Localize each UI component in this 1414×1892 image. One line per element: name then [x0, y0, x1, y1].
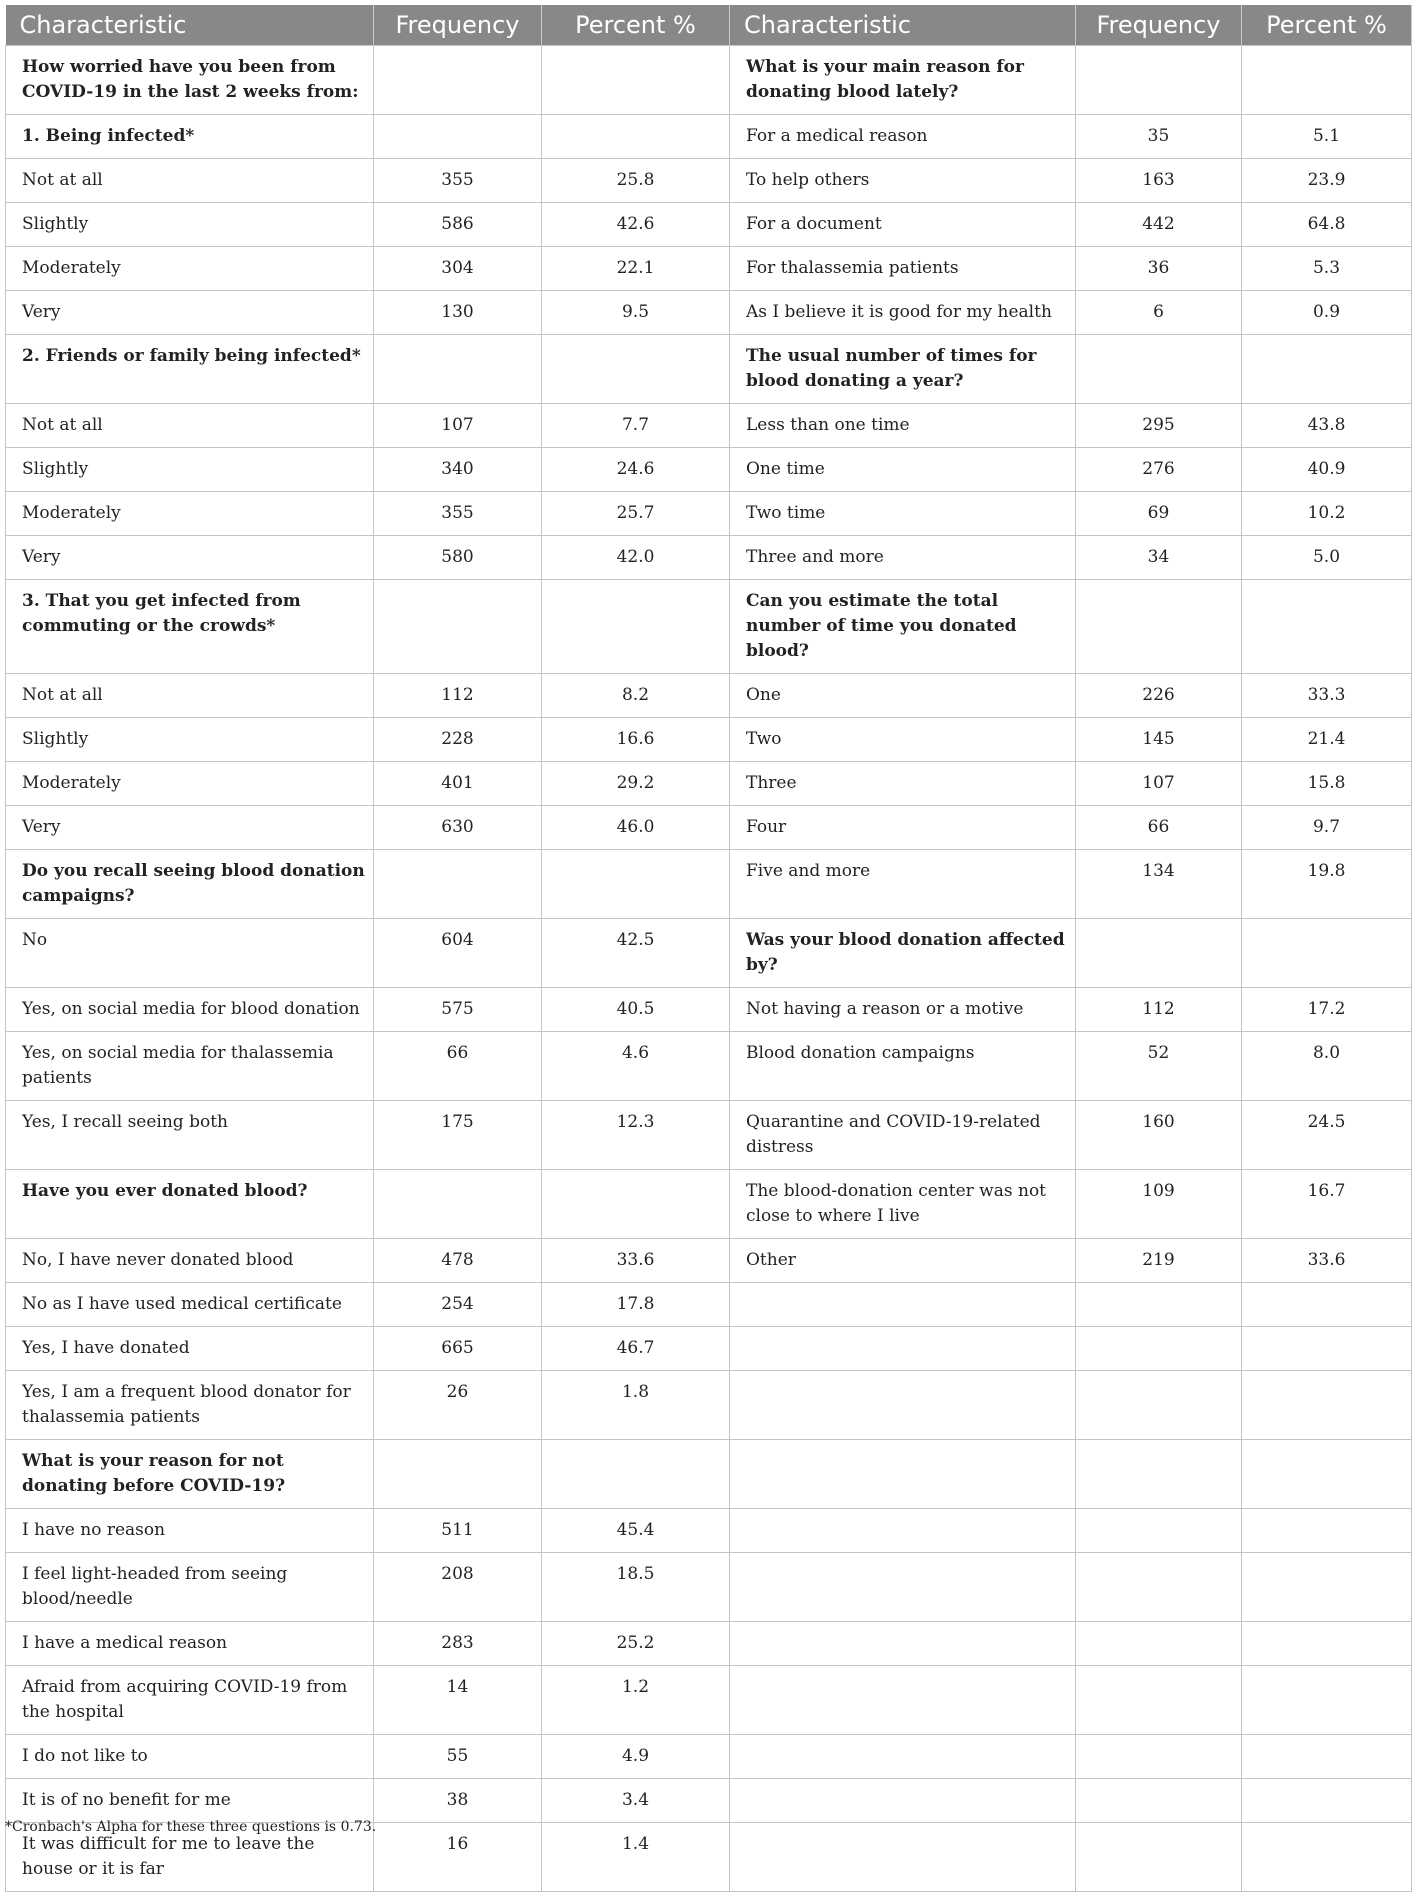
cell-characteristic-right: One	[730, 674, 1076, 718]
cell-characteristic-left: Yes, I recall seeing both	[6, 1101, 374, 1170]
table-row	[6, 1779, 1412, 1823]
cell-frequency-right: 112	[1076, 988, 1242, 1032]
cell-characteristic-left: 3. That you get infected from commuting or the crowds*	[6, 580, 374, 674]
cell-frequency-right: 276	[1076, 448, 1242, 492]
cell-characteristic-right: Three and more	[730, 536, 1076, 580]
table-row	[6, 46, 1412, 115]
cell-characteristic-left: Yes, on social media for blood donation	[6, 988, 374, 1032]
table-row	[6, 1170, 1412, 1239]
cell-percent-left: 45.4	[542, 1509, 730, 1553]
cell-percent-right: 33.3	[1242, 674, 1412, 718]
cell-frequency-right	[1076, 1440, 1242, 1509]
cell-characteristic-left: No	[6, 919, 374, 988]
cell-frequency-right: 109	[1076, 1170, 1242, 1239]
cell-characteristic-right	[730, 1553, 1076, 1622]
cell-characteristic-right: Two	[730, 718, 1076, 762]
cell-characteristic-right: Five and more	[730, 850, 1076, 919]
cell-frequency-left: 478	[374, 1239, 542, 1283]
cell-characteristic-left: Slightly	[6, 203, 374, 247]
table-row	[6, 536, 1412, 580]
table-row	[6, 1666, 1412, 1735]
cell-characteristic-right: Two time	[730, 492, 1076, 536]
cell-percent-right	[1242, 1440, 1412, 1509]
cell-percent-right	[1242, 1509, 1412, 1553]
cell-percent-left: 46.0	[542, 806, 730, 850]
cell-percent-right	[1242, 1666, 1412, 1735]
cell-frequency-right: 52	[1076, 1032, 1242, 1101]
cell-percent-left: 25.8	[542, 159, 730, 203]
cell-characteristic-right: Can you estimate the total number of time you donated blood?	[730, 580, 1076, 674]
cell-percent-right: 16.7	[1242, 1170, 1412, 1239]
cell-characteristic-right: For thalassemia patients	[730, 247, 1076, 291]
cell-frequency-right: 442	[1076, 203, 1242, 247]
cell-frequency-left	[374, 580, 542, 674]
cell-percent-right: 19.8	[1242, 850, 1412, 919]
cell-frequency-left: 107	[374, 404, 542, 448]
cell-frequency-right	[1076, 1666, 1242, 1735]
cell-percent-right	[1242, 1735, 1412, 1779]
data-table	[5, 5, 1412, 1892]
footnote: *Cronbach's Alpha for these three questions is 0.73.	[5, 1819, 377, 1835]
cell-frequency-left: 228	[374, 718, 542, 762]
cell-characteristic-right	[730, 1440, 1076, 1509]
cell-percent-left: 22.1	[542, 247, 730, 291]
cell-percent-right: 21.4	[1242, 718, 1412, 762]
cell-characteristic-left: Very	[6, 291, 374, 335]
cell-frequency-right	[1076, 335, 1242, 404]
cell-characteristic-left: Moderately	[6, 762, 374, 806]
table-row	[6, 762, 1412, 806]
cell-characteristic-right: One time	[730, 448, 1076, 492]
cell-percent-right	[1242, 46, 1412, 115]
cell-percent-left	[542, 580, 730, 674]
table-row	[6, 919, 1412, 988]
cell-percent-left: 9.5	[542, 291, 730, 335]
cell-frequency-left	[374, 46, 542, 115]
cell-frequency-right	[1076, 1509, 1242, 1553]
cell-characteristic-right: Not having a reason or a motive	[730, 988, 1076, 1032]
cell-frequency-left: 16	[374, 1823, 542, 1892]
cell-percent-right	[1242, 1371, 1412, 1440]
cell-characteristic-right	[730, 1779, 1076, 1823]
cell-percent-right: 8.0	[1242, 1032, 1412, 1101]
table-row	[6, 492, 1412, 536]
cell-characteristic-right: For a medical reason	[730, 115, 1076, 159]
cell-characteristic-left: No as I have used medical certificate	[6, 1283, 374, 1327]
cell-percent-right	[1242, 1779, 1412, 1823]
cell-frequency-right: 66	[1076, 806, 1242, 850]
cell-frequency-left: 355	[374, 159, 542, 203]
cell-percent-left: 16.6	[542, 718, 730, 762]
cell-percent-left: 17.8	[542, 1283, 730, 1327]
cell-frequency-left: 630	[374, 806, 542, 850]
cell-frequency-left: 401	[374, 762, 542, 806]
cell-characteristic-left: Not at all	[6, 674, 374, 718]
cell-frequency-left: 304	[374, 247, 542, 291]
cell-frequency-right	[1076, 919, 1242, 988]
cell-percent-right: 0.9	[1242, 291, 1412, 335]
cell-percent-left: 18.5	[542, 1553, 730, 1622]
cell-frequency-right	[1076, 1622, 1242, 1666]
cell-frequency-left: 254	[374, 1283, 542, 1327]
cell-characteristic-right	[730, 1823, 1076, 1892]
cell-characteristic-right	[730, 1371, 1076, 1440]
table-row	[6, 850, 1412, 919]
cell-frequency-left: 604	[374, 919, 542, 988]
cell-characteristic-left: How worried have you been from COVID-19 in the last 2 weeks from:	[6, 46, 374, 115]
cell-characteristic-left: 2. Friends or family being infected*	[6, 335, 374, 404]
table-row	[6, 988, 1412, 1032]
cell-percent-right: 33.6	[1242, 1239, 1412, 1283]
cell-characteristic-left: I feel light-headed from seeing blood/needle	[6, 1553, 374, 1622]
table-row	[6, 1239, 1412, 1283]
cell-frequency-left: 38	[374, 1779, 542, 1823]
cell-frequency-left: 511	[374, 1509, 542, 1553]
table-row	[6, 404, 1412, 448]
cell-percent-right	[1242, 1823, 1412, 1892]
cell-frequency-right: 69	[1076, 492, 1242, 536]
cell-characteristic-right: To help others	[730, 159, 1076, 203]
cell-percent-left	[542, 46, 730, 115]
cell-percent-right: 5.1	[1242, 115, 1412, 159]
cell-percent-left	[542, 115, 730, 159]
table-row	[6, 247, 1412, 291]
cell-frequency-left	[374, 850, 542, 919]
cell-characteristic-left: Slightly	[6, 718, 374, 762]
cell-characteristic-left: Moderately	[6, 492, 374, 536]
cell-characteristic-right: Quarantine and COVID-19-related distress	[730, 1101, 1076, 1170]
cell-frequency-right: 145	[1076, 718, 1242, 762]
cell-percent-right	[1242, 1553, 1412, 1622]
cell-percent-left	[542, 850, 730, 919]
cell-frequency-left: 580	[374, 536, 542, 580]
cell-characteristic-right	[730, 1327, 1076, 1371]
cell-frequency-right	[1076, 1823, 1242, 1892]
cell-percent-right: 5.3	[1242, 247, 1412, 291]
cell-frequency-right: 134	[1076, 850, 1242, 919]
table-row	[6, 159, 1412, 203]
cell-frequency-right	[1076, 1371, 1242, 1440]
cell-percent-left: 8.2	[542, 674, 730, 718]
table-row	[6, 1735, 1412, 1779]
table-row	[6, 115, 1412, 159]
cell-frequency-right: 36	[1076, 247, 1242, 291]
cell-frequency-left: 586	[374, 203, 542, 247]
cell-characteristic-left: Yes, I am a frequent blood donator for thalassemia patients	[6, 1371, 374, 1440]
table-row	[6, 448, 1412, 492]
cell-percent-right: 17.2	[1242, 988, 1412, 1032]
table-row	[6, 291, 1412, 335]
cell-frequency-left	[374, 335, 542, 404]
table-row	[6, 580, 1412, 674]
cell-frequency-right: 160	[1076, 1101, 1242, 1170]
cell-characteristic-left: Yes, on social media for thalassemia patients	[6, 1032, 374, 1101]
cell-percent-left: 29.2	[542, 762, 730, 806]
cell-frequency-right: 226	[1076, 674, 1242, 718]
cell-frequency-left: 66	[374, 1032, 542, 1101]
cell-characteristic-left: No, I have never donated blood	[6, 1239, 374, 1283]
cell-characteristic-left: I do not like to	[6, 1735, 374, 1779]
table-row	[6, 718, 1412, 762]
cell-frequency-right	[1076, 46, 1242, 115]
cell-characteristic-right: Four	[730, 806, 1076, 850]
cell-frequency-left	[374, 115, 542, 159]
cell-percent-right: 64.8	[1242, 203, 1412, 247]
cell-frequency-right: 6	[1076, 291, 1242, 335]
cell-characteristic-right	[730, 1622, 1076, 1666]
cell-percent-left: 1.4	[542, 1823, 730, 1892]
cell-characteristic-left: 1. Being infected*	[6, 115, 374, 159]
cell-frequency-right: 35	[1076, 115, 1242, 159]
cell-frequency-right	[1076, 1327, 1242, 1371]
cell-characteristic-right: Blood donation campaigns	[730, 1032, 1076, 1101]
cell-percent-left: 42.5	[542, 919, 730, 988]
cell-characteristic-left: It was difficult for me to leave the house or it is far	[6, 1823, 374, 1892]
cell-characteristic-right: Was your blood donation affected by?	[730, 919, 1076, 988]
cell-percent-right: 43.8	[1242, 404, 1412, 448]
cell-percent-left: 12.3	[542, 1101, 730, 1170]
header-frequency-left: Frequency	[374, 5, 542, 46]
cell-percent-left: 42.6	[542, 203, 730, 247]
cell-characteristic-right	[730, 1666, 1076, 1735]
cell-characteristic-right: Less than one time	[730, 404, 1076, 448]
cell-characteristic-left: Do you recall seeing blood donation campaigns?	[6, 850, 374, 919]
cell-frequency-left: 340	[374, 448, 542, 492]
cell-percent-left: 24.6	[542, 448, 730, 492]
cell-frequency-left: 208	[374, 1553, 542, 1622]
cell-percent-right: 9.7	[1242, 806, 1412, 850]
cell-frequency-left: 283	[374, 1622, 542, 1666]
cell-percent-left	[542, 1170, 730, 1239]
table-row	[6, 1283, 1412, 1327]
table-row	[6, 1101, 1412, 1170]
header-row	[6, 5, 1412, 46]
cell-characteristic-left: Not at all	[6, 404, 374, 448]
table-header	[6, 5, 1412, 46]
cell-frequency-left: 26	[374, 1371, 542, 1440]
cell-frequency-left	[374, 1170, 542, 1239]
cell-characteristic-left: I have a medical reason	[6, 1622, 374, 1666]
cell-percent-right	[1242, 1327, 1412, 1371]
table-body	[6, 46, 1412, 1892]
cell-percent-right: 24.5	[1242, 1101, 1412, 1170]
cell-percent-right: 10.2	[1242, 492, 1412, 536]
cell-characteristic-right: For a document	[730, 203, 1076, 247]
cell-frequency-right: 163	[1076, 159, 1242, 203]
cell-percent-left: 33.6	[542, 1239, 730, 1283]
cell-percent-right	[1242, 335, 1412, 404]
cell-frequency-left: 55	[374, 1735, 542, 1779]
cell-characteristic-left: Afraid from acquiring COVID-19 from the hospital	[6, 1666, 374, 1735]
cell-characteristic-left: Moderately	[6, 247, 374, 291]
cell-frequency-left: 355	[374, 492, 542, 536]
cell-frequency-left: 14	[374, 1666, 542, 1735]
cell-characteristic-right: As I believe it is good for my health	[730, 291, 1076, 335]
cell-frequency-left: 575	[374, 988, 542, 1032]
cell-frequency-right: 219	[1076, 1239, 1242, 1283]
cell-frequency-right	[1076, 580, 1242, 674]
cell-characteristic-right	[730, 1283, 1076, 1327]
table-row	[6, 1553, 1412, 1622]
cell-percent-left: 3.4	[542, 1779, 730, 1823]
cell-percent-left: 1.8	[542, 1371, 730, 1440]
cell-percent-left: 42.0	[542, 536, 730, 580]
header-frequency-right: Frequency	[1076, 5, 1242, 46]
cell-percent-left: 4.6	[542, 1032, 730, 1101]
cell-percent-right: 5.0	[1242, 536, 1412, 580]
cell-frequency-left: 130	[374, 291, 542, 335]
cell-frequency-right: 107	[1076, 762, 1242, 806]
cell-percent-right: 40.9	[1242, 448, 1412, 492]
header-characteristic-left: Characteristic	[6, 5, 374, 46]
cell-percent-left	[542, 335, 730, 404]
table-row	[6, 1509, 1412, 1553]
cell-frequency-right	[1076, 1735, 1242, 1779]
cell-frequency-left: 112	[374, 674, 542, 718]
cell-percent-left: 1.2	[542, 1666, 730, 1735]
table-wrapper	[5, 5, 1411, 1892]
table-row	[6, 1622, 1412, 1666]
cell-frequency-right: 295	[1076, 404, 1242, 448]
table-row	[6, 674, 1412, 718]
cell-frequency-left: 665	[374, 1327, 542, 1371]
cell-characteristic-left: I have no reason	[6, 1509, 374, 1553]
cell-characteristic-right: The blood-donation center was not close to where I live	[730, 1170, 1076, 1239]
cell-characteristic-left: Not at all	[6, 159, 374, 203]
cell-characteristic-right: Other	[730, 1239, 1076, 1283]
cell-characteristic-right	[730, 1735, 1076, 1779]
cell-percent-left: 7.7	[542, 404, 730, 448]
cell-frequency-left	[374, 1440, 542, 1509]
cell-percent-left: 46.7	[542, 1327, 730, 1371]
table-row	[6, 1327, 1412, 1371]
cell-characteristic-left: Slightly	[6, 448, 374, 492]
cell-characteristic-left: What is your reason for not donating before COVID-19?	[6, 1440, 374, 1509]
table-row	[6, 335, 1412, 404]
cell-percent-left: 4.9	[542, 1735, 730, 1779]
cell-characteristic-left: Very	[6, 806, 374, 850]
cell-percent-left	[542, 1440, 730, 1509]
table-row	[6, 1371, 1412, 1440]
cell-percent-right: 23.9	[1242, 159, 1412, 203]
header-percent-left: Percent %	[542, 5, 730, 46]
cell-percent-left: 25.7	[542, 492, 730, 536]
cell-percent-right	[1242, 580, 1412, 674]
table-row	[6, 1440, 1412, 1509]
cell-percent-right: 15.8	[1242, 762, 1412, 806]
header-characteristic-right: Characteristic	[730, 5, 1076, 46]
table-row	[6, 806, 1412, 850]
cell-characteristic-left: Yes, I have donated	[6, 1327, 374, 1371]
cell-characteristic-right: Three	[730, 762, 1076, 806]
cell-percent-left: 25.2	[542, 1622, 730, 1666]
cell-frequency-right	[1076, 1553, 1242, 1622]
cell-percent-right	[1242, 1622, 1412, 1666]
cell-characteristic-right	[730, 1509, 1076, 1553]
cell-characteristic-right: What is your main reason for donating blood lately?	[730, 46, 1076, 115]
table-row	[6, 1032, 1412, 1101]
cell-percent-left: 40.5	[542, 988, 730, 1032]
cell-frequency-right	[1076, 1283, 1242, 1327]
cell-characteristic-right: The usual number of times for blood donating a year?	[730, 335, 1076, 404]
table-row	[6, 203, 1412, 247]
header-percent-right: Percent %	[1242, 5, 1412, 46]
cell-characteristic-left: Very	[6, 536, 374, 580]
cell-percent-right	[1242, 919, 1412, 988]
cell-characteristic-left: It is of no benefit for me	[6, 1779, 374, 1823]
cell-percent-right	[1242, 1283, 1412, 1327]
cell-frequency-left: 175	[374, 1101, 542, 1170]
cell-frequency-right: 34	[1076, 536, 1242, 580]
cell-frequency-right	[1076, 1779, 1242, 1823]
cell-characteristic-left: Have you ever donated blood?	[6, 1170, 374, 1239]
